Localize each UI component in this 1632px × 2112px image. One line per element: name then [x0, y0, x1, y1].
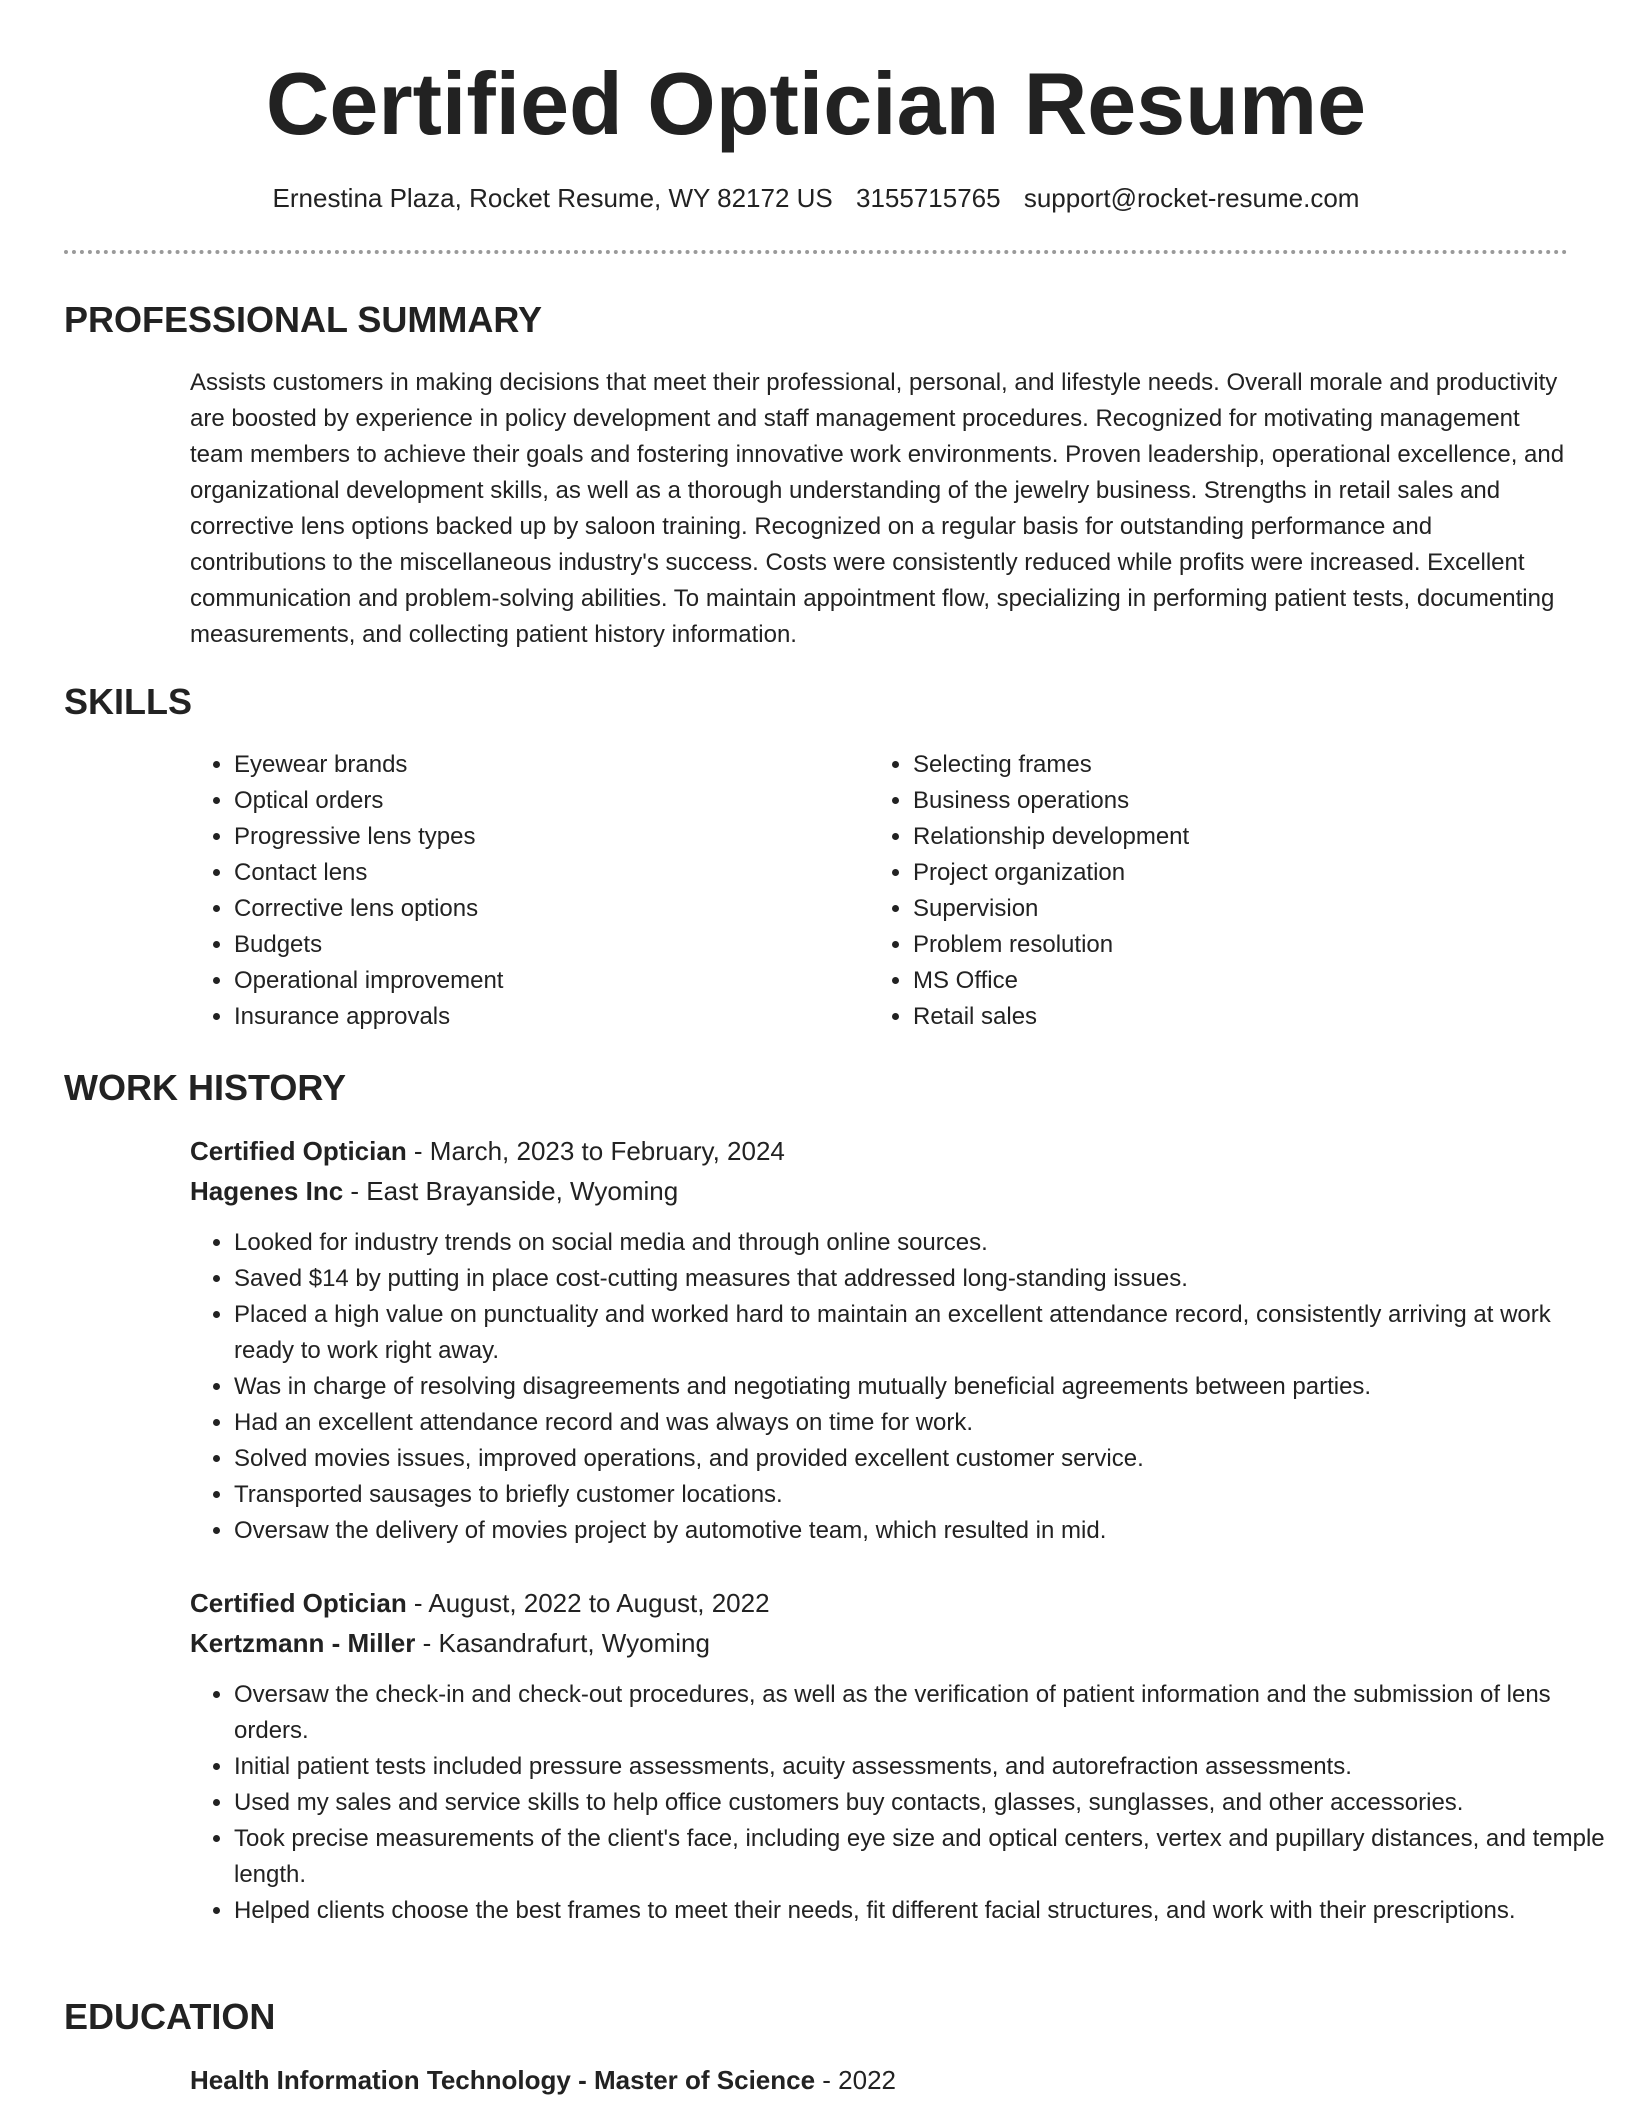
- skill-item: • Selecting frames: [913, 747, 1593, 783]
- section-heading-summary: PROFESSIONAL SUMMARY: [64, 299, 543, 340]
- resume-title: Certified Optician Resume: [265, 54, 1367, 153]
- skill-item: • Problem resolution: [913, 927, 1593, 963]
- skills-list-left: [190, 747, 854, 1035]
- job-dates: - March, 2023 to February, 2024: [406, 1136, 785, 1166]
- skill-item: • Eyewear brands: [234, 747, 854, 783]
- skill-item: • Project organization: [913, 855, 1593, 891]
- skill-item: • Supervision: [913, 891, 1593, 927]
- skill-item: • Operational improvement: [234, 963, 854, 999]
- job-company: Hagenes Inc: [190, 1176, 344, 1206]
- section-heading-work: WORK HISTORY: [64, 1067, 347, 1108]
- job-bullet: • Took precise measurements of the client's face, including eye size and optical centers, vertex and pupillary distances, and temple length.: [234, 1821, 1614, 1893]
- skill-item: • Insurance approvals: [234, 999, 854, 1035]
- job-bullet: • Had an excellent attendance record and was always on time for work.: [234, 1405, 1614, 1441]
- contact-line: [0, 180, 1632, 216]
- contact-phone: 3155715765: [856, 183, 1001, 213]
- job-company-line: [190, 1171, 678, 1211]
- job-title: Certified Optician: [190, 1136, 407, 1166]
- job-bullet: • Used my sales and service skills to help office customers buy contacts, glasses, sunglasses, and other accessories.: [234, 1785, 1614, 1821]
- education-line: [190, 2060, 896, 2100]
- job-bullet: • Placed a high value on punctuality and worked hard to maintain an excellent attendance record, consistently arriving at work ready to work right away.: [234, 1297, 1614, 1369]
- job-bullets: [190, 1677, 1614, 1929]
- skill-item: • Business operations: [913, 783, 1593, 819]
- skill-item: • Corrective lens options: [234, 891, 854, 927]
- skill-item: • Retail sales: [913, 999, 1593, 1035]
- job-company-line: [190, 1623, 710, 1663]
- skill-item: • Progressive lens types: [234, 819, 854, 855]
- section-heading-skills: SKILLS: [64, 681, 193, 722]
- education-degree: Health Information Technology - Master of Science: [190, 2065, 816, 2095]
- skills-list-right: [869, 747, 1593, 1035]
- job-bullet: • Oversaw the check-in and check-out procedures, as well as the verification of patient information and the submission of lens orders.: [234, 1677, 1614, 1749]
- skill-item: • Contact lens: [234, 855, 854, 891]
- job-bullet: • Saved $14 by putting in place cost-cutting measures that addressed long-standing issues.: [234, 1261, 1614, 1297]
- job-bullet: • Looked for industry trends on social media and through online sources.: [234, 1225, 1614, 1261]
- summary-text: Assists customers in making decisions that meet their professional, personal, and lifestyle needs. Overall morale and productivity are boosted by experience in policy development and staff management procedures. Recognized for motivating management team members to achieve their goals and fostering innovative work environments. Proven leadership, operational excellence, and organizational development skills, as well as a thorough understanding of the jewelry business. Strengths in retail sales and corrective lens options backed up by saloon training. Recognized on a regular basis for outstanding performance and contributions to the miscellaneous industry's success. Costs were consistently reduced while profits were increased. Excellent communication and problem-solving abilities. To maintain appointment flow, specializing in performing patient tests, documenting measurements, and collecting patient history information.: [190, 369, 1565, 648]
- job-location: - East Brayanside, Wyoming: [343, 1176, 679, 1206]
- job-bullet: • Was in charge of resolving disagreements and negotiating mutually beneficial agreements between parties.: [234, 1369, 1614, 1405]
- job-dates: - August, 2022 to August, 2022: [406, 1588, 770, 1618]
- job-bullet: • Initial patient tests included pressure assessments, acuity assessments, and autorefraction assessments.: [234, 1749, 1614, 1785]
- job-bullets: [190, 1225, 1614, 1549]
- job-bullet: • Oversaw the delivery of movies project by automotive team, which resulted in mid.: [234, 1513, 1614, 1549]
- job-title-line: [190, 1131, 785, 1171]
- skill-item: • Relationship development: [913, 819, 1593, 855]
- job-bullet: • Solved movies issues, improved operations, and provided excellent customer service.: [234, 1441, 1614, 1477]
- job-title-line: [190, 1583, 770, 1623]
- job-bullet: • Transported sausages to briefly customer locations.: [234, 1477, 1614, 1513]
- contact-address: Ernestina Plaza, Rocket Resume, WY 82172 US: [272, 183, 833, 213]
- job-location: - Kasandrafurt, Wyoming: [415, 1628, 710, 1658]
- skill-item: • Optical orders: [234, 783, 854, 819]
- education-year: - 2022: [815, 2065, 897, 2095]
- contact-email: support@rocket-resume.com: [1023, 183, 1360, 213]
- job-bullet: • Helped clients choose the best frames to meet their needs, fit different facial structures, and work with their prescriptions.: [234, 1893, 1614, 1929]
- job-company: Kertzmann - Miller: [190, 1628, 416, 1658]
- header-divider: [64, 250, 1568, 254]
- skill-item: • Budgets: [234, 927, 854, 963]
- job-title: Certified Optician: [190, 1588, 407, 1618]
- skill-item: • MS Office: [913, 963, 1593, 999]
- section-heading-education: EDUCATION: [64, 1996, 276, 2037]
